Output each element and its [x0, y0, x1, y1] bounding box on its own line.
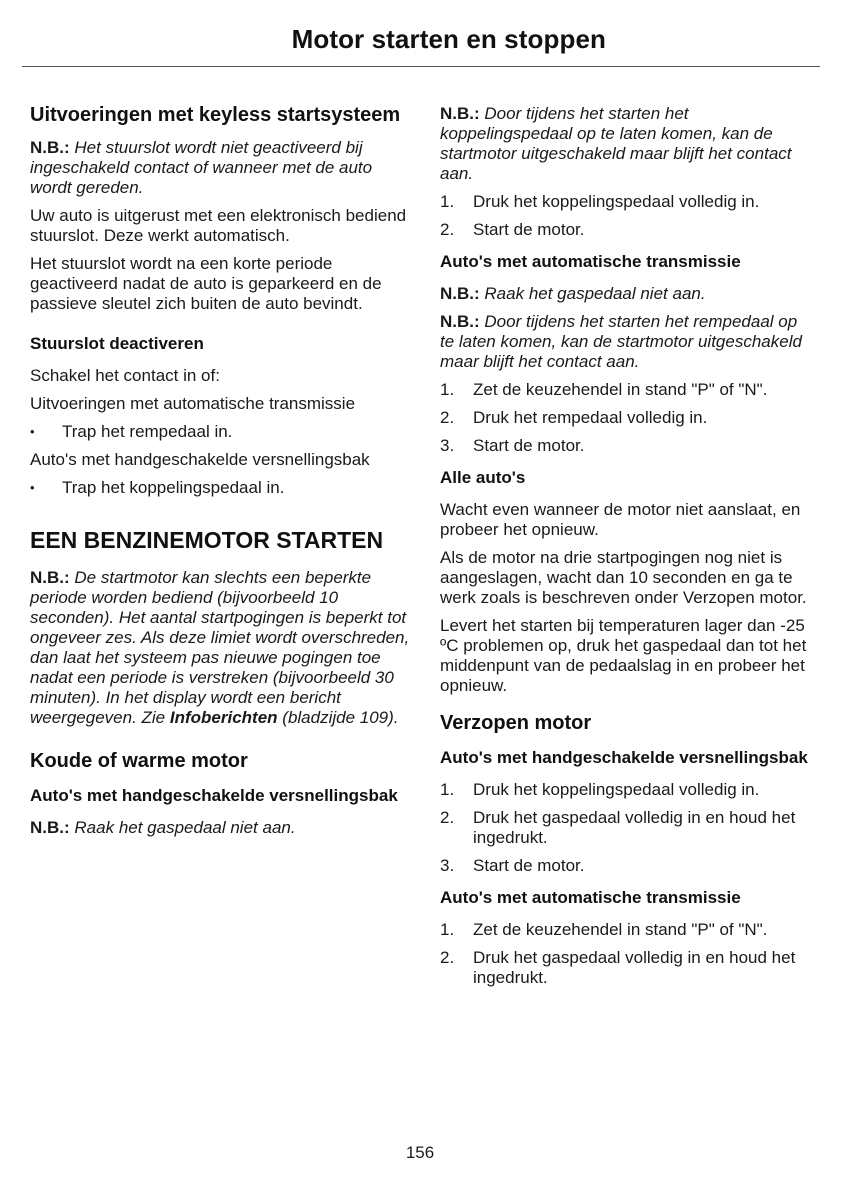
- list-item: [440, 920, 815, 940]
- paragraph: Uitvoeringen met automatische transmissie: [30, 394, 356, 413]
- list-item-text: Trap het rempedaal in.: [62, 422, 233, 441]
- list-item-text: Zet de keuzehendel in stand "P" of "N".: [473, 920, 768, 939]
- cross-reference-link[interactable]: Infoberichten: [169, 708, 278, 727]
- note: [30, 138, 410, 198]
- note: [440, 104, 815, 184]
- list-number: 2.: [440, 808, 455, 827]
- note-label: N.B.:: [440, 104, 480, 123]
- note: [30, 818, 410, 838]
- list-number: 3.: [440, 856, 455, 875]
- list-item-text: Druk het gaspedaal volledig in en houd het ingedrukt.: [473, 948, 796, 987]
- note-text: Door tijdens het starten het koppelingspedaal op te laten komen, kan de startmotor uitgeschakeld maar blijft het contact aan.: [440, 104, 792, 183]
- right-column: [440, 104, 815, 1000]
- list-number: 2.: [440, 220, 455, 239]
- list-number: 1.: [440, 920, 455, 939]
- list-item: [440, 380, 815, 400]
- note: [30, 568, 410, 728]
- list-item: [440, 856, 815, 876]
- list-item: [440, 436, 815, 456]
- automatic-transmission-heading: Auto's met automatische transmissie: [440, 252, 741, 271]
- list-item-text: Start de motor.: [473, 220, 585, 239]
- bullet-icon: •: [30, 480, 35, 495]
- paragraph: Schakel het contact in of:: [30, 366, 220, 385]
- list-item-text: Druk het gaspedaal volledig in en houd het ingedrukt.: [473, 808, 796, 847]
- bullet-list: [30, 478, 410, 498]
- note-text: (bladzijde 109).: [282, 708, 399, 727]
- note: [440, 284, 815, 304]
- list-number: 2.: [440, 408, 455, 427]
- page-number: 156: [405, 1143, 435, 1162]
- list-item-text: Start de motor.: [473, 856, 585, 875]
- all-cars-heading: Alle auto's: [440, 468, 526, 487]
- cold-warm-heading: Koude of warme motor: [30, 750, 248, 772]
- paragraph: Levert het starten bij temperaturen lager dan -25 ºC problemen op, druk het gaspedaal dan tot het middenpunt van de pedaalslag in en probeer het opnieuw.: [440, 616, 807, 695]
- numbered-list: [440, 380, 815, 456]
- keyless-heading: Uitvoeringen met keyless startsysteem: [30, 104, 401, 126]
- list-item-text: Druk het koppelingspedaal volledig in.: [473, 780, 760, 799]
- list-item-text: Trap het koppelingspedaal in.: [62, 478, 285, 497]
- bullet-icon: •: [30, 424, 35, 439]
- list-item: [440, 948, 815, 988]
- paragraph: Uw auto is uitgerust met een elektronisch bediend stuurslot. Deze werkt automatisch.: [30, 206, 407, 245]
- list-item: [440, 220, 815, 240]
- note-label: N.B.:: [30, 818, 70, 837]
- left-column: [30, 104, 410, 846]
- note-label: N.B.:: [440, 284, 480, 303]
- list-item: [30, 422, 410, 442]
- note-label: N.B.:: [30, 138, 70, 157]
- paragraph: Het stuurslot wordt na een korte periode geactiveerd nadat de auto is geparkeerd en de passieve sleutel zich buiten de auto bevindt.: [30, 254, 382, 313]
- list-item-text: Druk het koppelingspedaal volledig in.: [473, 192, 760, 211]
- note-text: Door tijdens het starten het rempedaal op te laten komen, kan de startmotor uitgeschakeld maar blijft het contact aan.: [440, 312, 802, 371]
- list-item-text: Druk het rempedaal volledig in.: [473, 408, 708, 427]
- list-item-text: Zet de keuzehendel in stand "P" of "N".: [473, 380, 768, 399]
- note-text: Het stuurslot wordt niet geactiveerd bij ingeschakeld contact of wanneer met de auto wordt gereden.: [30, 138, 373, 197]
- note: [440, 312, 815, 372]
- note-text: De startmotor kan slechts een beperkte periode worden bediend (bijvoorbeeld 10 seconden). Het aantal startpogingen is beperkt tot ongeveer zes. Als deze limiet wordt overschreden, dan laat het systeem pas nieuwe pogingen toe nadat een periode is verstreken (bijvoorbeeld 30 minuten). In het display wordt een bericht weergegeven. Zie: [30, 568, 410, 727]
- list-number: 1.: [440, 780, 455, 799]
- paragraph: Als de motor na drie startpogingen nog niet is aangeslagen, wacht dan 10 seconden en ga te werk zoals is beschreven onder Verzopen motor.: [440, 548, 807, 607]
- deactivate-heading: Stuurslot deactiveren: [30, 334, 204, 353]
- page-title: Motor starten en stoppen: [291, 24, 606, 54]
- automatic-transmission-heading: Auto's met automatische transmissie: [440, 888, 741, 907]
- list-number: 3.: [440, 436, 455, 455]
- list-item-text: Start de motor.: [473, 436, 585, 455]
- numbered-list: [440, 192, 815, 240]
- page-header: [22, 22, 820, 67]
- manual-transmission-heading: Auto's met handgeschakelde versnellingsbak: [440, 748, 808, 767]
- list-item: [440, 192, 815, 212]
- paragraph: Auto's met handgeschakelde versnellingsbak: [30, 450, 370, 469]
- bullet-list: [30, 422, 410, 442]
- note-text: Raak het gaspedaal niet aan.: [484, 284, 706, 303]
- note-label: N.B.:: [30, 568, 70, 587]
- flooded-engine-heading: Verzopen motor: [440, 712, 592, 734]
- petrol-engine-heading: EEN BENZINEMOTOR STARTEN: [30, 527, 384, 553]
- list-number: 1.: [440, 192, 455, 211]
- note-text: Raak het gaspedaal niet aan.: [74, 818, 296, 837]
- manual-transmission-heading: Auto's met handgeschakelde versnellingsbak: [30, 786, 398, 805]
- list-item: [440, 780, 815, 800]
- numbered-list: [440, 780, 815, 876]
- list-item: [440, 808, 815, 848]
- numbered-list: [440, 920, 815, 988]
- list-number: 1.: [440, 380, 455, 399]
- list-item: [440, 408, 815, 428]
- paragraph: Wacht even wanneer de motor niet aanslaat, en probeer het opnieuw.: [440, 500, 801, 539]
- note-label: N.B.:: [440, 312, 480, 331]
- list-item: [30, 478, 410, 498]
- list-number: 2.: [440, 948, 455, 967]
